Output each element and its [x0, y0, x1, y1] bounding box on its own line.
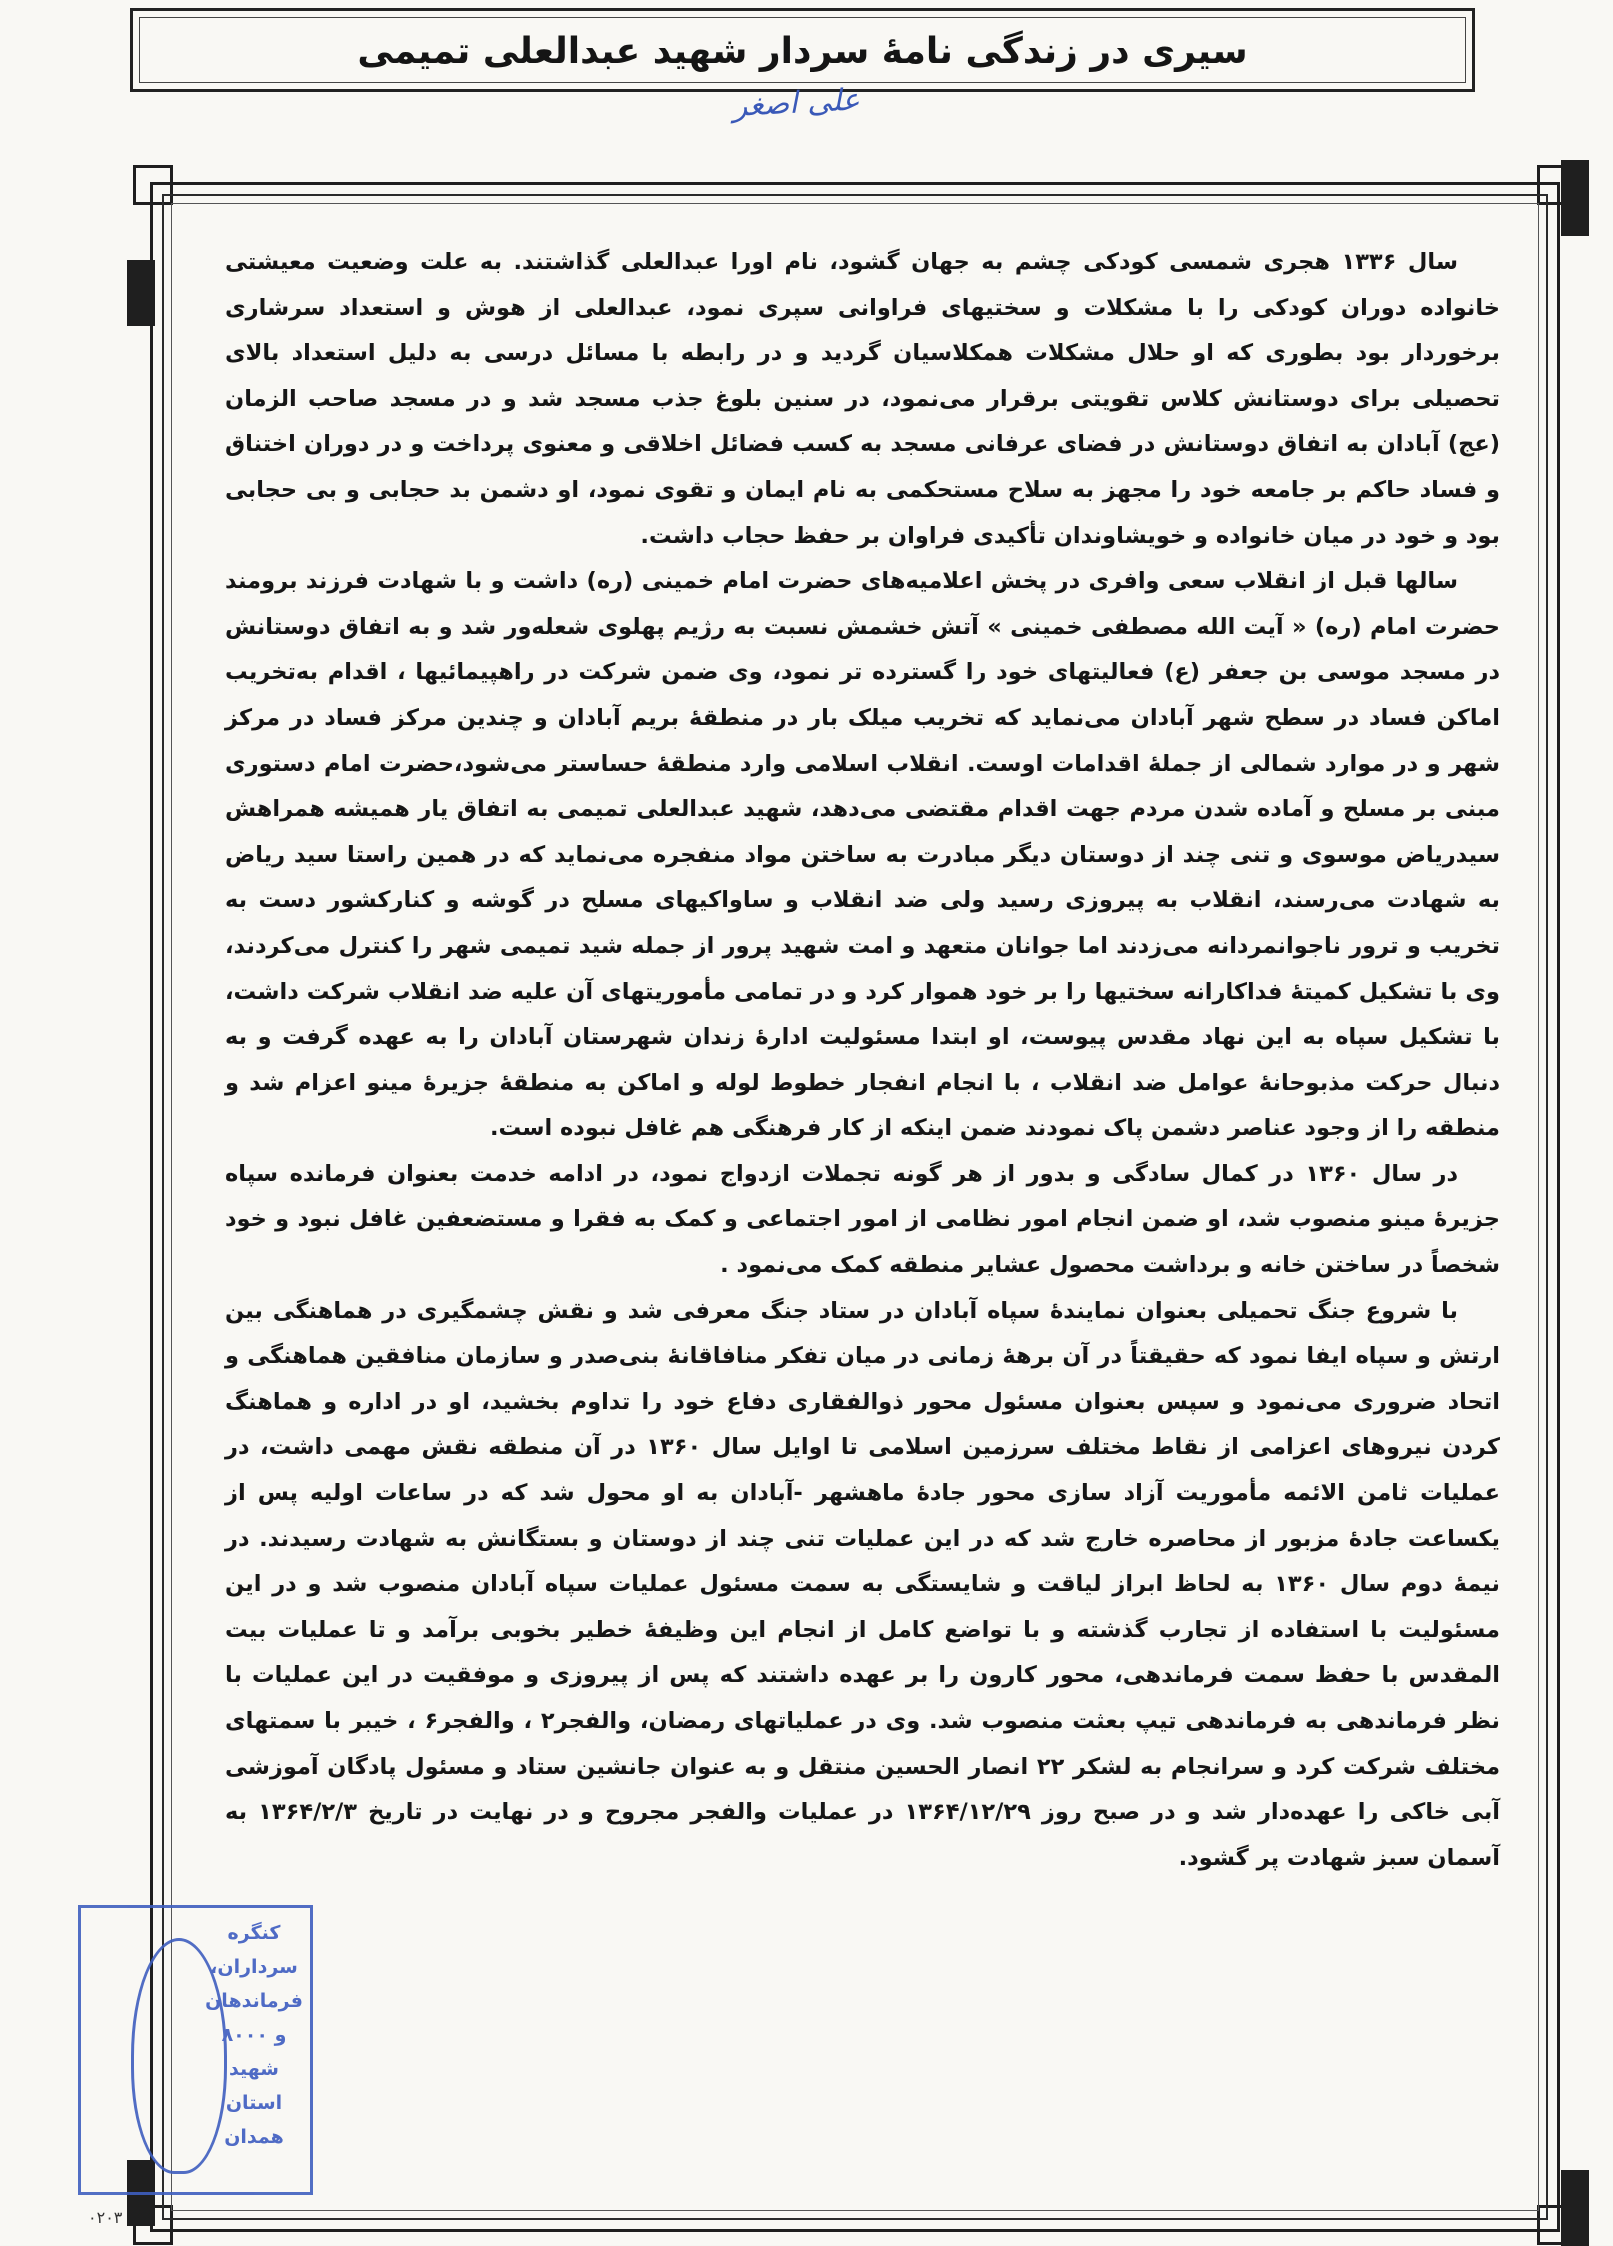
document-title: سیری در زندگی نامۀ سردار شهید عبدالعلی تمیمی [357, 31, 1248, 72]
stamp-line: فرماندهان [205, 1990, 303, 2012]
biography-text [225, 240, 1500, 1881]
handwritten-note: علی اصغر [731, 82, 861, 124]
frame-side-ornament [1561, 160, 1589, 236]
paragraph-2: سالها قبل از انقلاب سعی وافری در پخش اعلامیه‌های حضرت امام خمینی (ره) داشت و با شهادت فرزند برومند حضرت امام (ره) « آیت الله مصطفی خمینی » آتش خشمش نسبت به رژیم پهلوی شعله‌ور شد و به اتفاق دوستانش در مسجد موسی بن جعفر (ع) فعالیتهای خود را گسترده تر نمود، وی ضمن شرکت در راهپیمائیها ، اقدام به‌تخریب اماکن فساد در سطح شهر آبادان می‌نماید که تخریب میلک بار در منطقۀ بریم آبادان و چندین مرکز فساد در مرکز شهر و در موارد شمالی از جملۀ اقدامات اوست. انقلاب اسلامی وارد منطقۀ حساستر می‌شود،حضرت امام دستوری مبنی بر مسلح و آماده شدن مردم جهت اقدام مقتضی می‌دهد، شهید عبدالعلی تمیمی به اتفاق یار همیشه همراهش سیدریاض موسوی و تنی چند از دوستان دیگر مبادرت به ساختن مواد منفجره می‌نماید که در همین راستا سید ریاض به شهادت می‌رسند، انقلاب به پیروزی رسید ولی ضد انقلاب و ساواکیهای مسلح در گوشه و کنارکشور دست به تخریب و ترور ناجوانمردانه می‌زدند اما جوانان متعهد و امت شهید پرور از جمله شید تمیمی شهر را کنترل می‌کردند، وی با تشکیل کمیتۀ فداکارانه سختیها را بر خود هموار کرد و در تمامی مأموریتهای آن علیه ضد انقلاب شرکت داشت، با تشکیل سپاه به این نهاد مقدس پیوست، او ابتدا مسئولیت ادارۀ زندان شهرستان آبادان را به عهده گرفت و به دنبال حرکت مذبوحانۀ عوامل ضد انقلاب ، با انجام انفجار خطوط لوله و اماکن به منطقۀ جزیرۀ مینو اعزام شد و منطقه را از وجود عناصر دشمن پاک نمودند ضمن اینکه از کار فرهنگی هم غافل نبوده است. [225, 568, 1500, 1142]
stamp-line: و ۸۰۰۰ شهید [221, 2024, 287, 2080]
stamp-line: همدان [224, 2126, 284, 2148]
stamp-line: کنگره سرداران، [210, 1922, 298, 1978]
stamp-text [204, 1916, 304, 2154]
stamp-number: ۰۲۰۳ [88, 2208, 123, 2227]
stamp-line: استان [225, 2092, 283, 2114]
paragraph-1: سال ۱۳۳۶ هجری شمسی کودکی چشم به جهان گشود، نام اورا عبدالعلی گذاشتند. به علت وضعیت معیشتی خانواده دوران کودکی را با مشکلات و سختیهای فراوانی سپری نمود، عبدالعلی از هوش و استعداد سرشاری برخوردار بود بطوری که او حلال مشکلات همکلاسیان گردید و در رابطه با مسائل درسی به دلیل استعداد بالای تحصیلی برای دوستانش کلاس تقویتی برقرار می‌نمود، در سنین بلوغ جذب مسجد شد و در مسجد صاحب الزمان (عج) آبادان به اتفاق دوستانش در فضای عرفانی مسجد به کسب فضائل اخلاقی و معنوی پرداخت و در دوران اختناق و فساد حاکم بر جامعه خود را مجهز به سلاح مستحکمی به نام ایمان و تقوی نمود، او دشمن بد حجابی و بی حجابی بود و خود در میان خانواده و خویشاوندان تأکیدی فراوان بر حفظ حجاب داشت. [225, 249, 1500, 549]
frame-side-ornament [1561, 2170, 1589, 2246]
paragraph-3: در سال ۱۳۶۰ در کمال سادگی و بدور از هر گونه تجملات ازدواج نمود، در ادامه خدمت بعنوان فرمانده سپاه جزیرۀ مینو منصوب شد، او ضمن انجام امور نظامی از امور اجتماعی و کمک به فقرا و مستضعفین غافل نبود و خود شخصاً در ساختن خانه و برداشت محصول عشایر منطقه کمک می‌نمود . [225, 1160, 1500, 1279]
organization-stamp [78, 1905, 313, 2195]
paragraph-4: با شروع جنگ تحمیلی بعنوان نمایندۀ سپاه آبادان در ستاد جنگ معرفی شد و نقش چشمگیری در هماهنگی بین ارتش و سپاه ایفا نمود که حقیقتاً در آن برهۀ زمانی در میان تفکر منافاقانۀ بنی‌صدر و سازمان منافقین هماهنگی و اتحاد ضروری می‌نمود و سپس بعنوان مسئول محور ذوالفقاری دفاع خود را تداوم بخشید، او در اداره و هماهنگ کردن نیروهای اعزامی از نقاط مختلف سرزمین اسلامی تا اوایل سال ۱۳۶۰ در آن منطقه نقش مهمی داشت، در عملیات ثامن الائمه مأموریت آزاد سازی محور جادۀ ماهشهر -آبادان به او محول شد که در ساعات اولیه پس از یکساعت جادۀ مزبور از محاصره خارج شد که در این عملیات تنی چند از دوستان و بستگانش به شهادت رسیدند. در نیمۀ دوم سال ۱۳۶۰ به لحاظ ابراز لیاقت و شایستگی به سمت مسئول عملیات سپاه آبادان منصوب شد و در این مسئولیت با استفاده از تجارب گذشته و با تواضع کامل از انجام این وظیفۀ خطیر بخوبی برآمد و تا عملیات بیت المقدس با حفظ سمت فرماندهی، محور کارون را بر عهده داشتند که پس از پیروزی و موفقیت در این عملیات با نظر فرماندهی به فرماندهی تیپ بعثت منصوب شد. وی در عملیاتهای رمضان، والفجر۲ ، والفجر۶ ، خیبر با سمتهای مختلف شرکت کرد و سرانجام به لشکر ۲۲ انصار الحسین منتقل و به عنوان جانشین ستاد و مسئول پادگان آموزشی آبی خاکی را عهده‌دار شد و در صبح روز ۱۳۶۴/۱۲/۲۹ در عملیات والفجر مجروح و در نهایت در تاریخ ۱۳۶۴/۲/۳ به آسمان سبز شهادت پر گشود. [225, 1297, 1500, 1871]
title-frame [130, 8, 1475, 92]
